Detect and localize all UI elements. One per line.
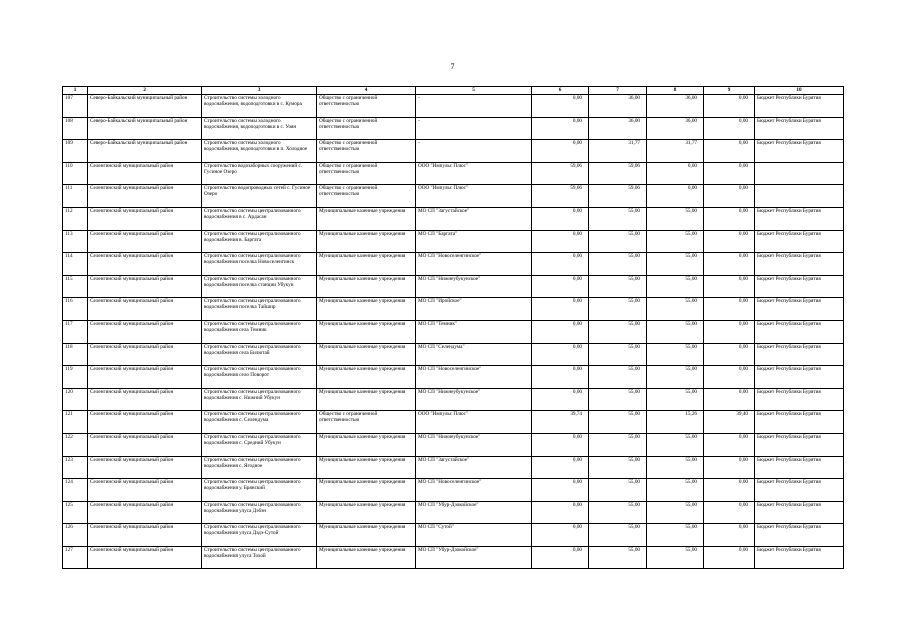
customer-cell: Общество с ограниченной ответственностью — [317, 185, 416, 208]
value-cell-7: 55,00 — [589, 479, 647, 502]
operator-cell: МО СП "Новоселенгинское" — [416, 253, 532, 276]
value-cell-7: 55,00 — [589, 207, 647, 230]
funding-source-cell: Бюджет Республики Бурятия — [755, 230, 844, 253]
value-cell-9: 0,00 — [704, 320, 755, 343]
project-cell: Строительство водозаборных сооружений с. Гусиное Озеро — [202, 162, 317, 185]
funding-source-cell: Бюджет Республики Бурятия — [755, 320, 844, 343]
district-cell: Селенгинский муниципальный район — [88, 546, 202, 569]
row-number-cell: 109 — [63, 140, 88, 163]
header-cell: 2 — [88, 87, 202, 95]
district-cell: Северо-Байкальский муниципальный район — [88, 117, 202, 140]
value-cell-8: 55,00 — [647, 298, 704, 321]
value-cell-8: 36,00 — [647, 117, 704, 140]
customer-cell: Общество с ограниченной ответственностью — [317, 140, 416, 163]
value-cell-6: 59,06 — [532, 162, 589, 185]
operator-cell: МО СП "Нижнеубукунское" — [416, 433, 532, 456]
row-number-cell: 123 — [63, 456, 88, 479]
operator-cell: - — [416, 117, 532, 140]
value-cell-8: 55,00 — [647, 320, 704, 343]
value-cell-8: 36,00 — [647, 95, 704, 118]
customer-cell: Муниципальные казенные учреждения — [317, 298, 416, 321]
value-cell-9: 0,00 — [704, 117, 755, 140]
header-cell: 10 — [755, 87, 844, 95]
district-cell: Селенгинский муниципальный район — [88, 456, 202, 479]
value-cell-7: 59,06 — [589, 162, 647, 185]
customer-cell: Муниципальные казенные учреждения — [317, 343, 416, 366]
value-cell-8: 15,26 — [647, 411, 704, 434]
customer-cell: Общество с ограниченной ответственностью — [317, 162, 416, 185]
operator-cell: ООО "Импульс Плюс" — [416, 411, 532, 434]
operator-cell: ООО "Импульс Плюс" — [416, 162, 532, 185]
value-cell-6: 0,00 — [532, 433, 589, 456]
operator-cell: МО СП "Темник" — [416, 320, 532, 343]
district-cell: Селенгинский муниципальный район — [88, 298, 202, 321]
row-number-cell: 114 — [63, 253, 88, 276]
operator-cell: МО СП "Селендума" — [416, 343, 532, 366]
customer-cell: Общество с ограниченной ответственностью — [317, 95, 416, 118]
table-row — [63, 501, 844, 524]
value-cell-7: 55,00 — [589, 253, 647, 276]
project-cell: Строительство системы холодного водоснабжения, водоподготовки в с. Кумора — [202, 95, 317, 118]
operator-cell: МО СП "Нижнеубукунское" — [416, 275, 532, 298]
project-cell: Строительство системы централизованного водоснабжения улуса Дэбэн — [202, 501, 317, 524]
project-cell: Строительство системы холодного водоснабжения, водоподготовки в с. Уоян — [202, 117, 317, 140]
value-cell-6: 0,00 — [532, 320, 589, 343]
district-cell: Селенгинский муниципальный район — [88, 343, 202, 366]
value-cell-9: 0,00 — [704, 162, 755, 185]
row-number-cell: 116 — [63, 298, 88, 321]
value-cell-9: 0,00 — [704, 456, 755, 479]
value-cell-9: 0,00 — [704, 546, 755, 569]
funding-source-cell: Бюджет Республики Бурятия — [755, 140, 844, 163]
row-number-cell: 121 — [63, 411, 88, 434]
value-cell-9: 0,00 — [704, 479, 755, 502]
funding-source-cell: Бюджет Республики Бурятия — [755, 117, 844, 140]
value-cell-7: 55,00 — [589, 343, 647, 366]
table-row — [63, 546, 844, 569]
value-cell-6: 0,00 — [532, 343, 589, 366]
project-cell: Строительство системы централизованного водоснабжения с. Селендума — [202, 411, 317, 434]
value-cell-8: 55,00 — [647, 230, 704, 253]
district-cell: Селенгинский муниципальный район — [88, 433, 202, 456]
project-cell: Строительство системы холодного водоснабжения, водоподготовки в п. Холодное — [202, 140, 317, 163]
table-row — [63, 95, 844, 118]
value-cell-9: 0,00 — [704, 95, 755, 118]
row-number-cell: 115 — [63, 275, 88, 298]
row-number-cell: 122 — [63, 433, 88, 456]
district-cell: Селенгинский муниципальный район — [88, 207, 202, 230]
district-cell: Селенгинский муниципальный район — [88, 524, 202, 547]
funding-source-cell: Бюджет Республики Бурятия — [755, 546, 844, 569]
customer-cell: Общество с ограниченной ответственностью — [317, 117, 416, 140]
customer-cell: Муниципальные казенные учреждения — [317, 479, 416, 502]
operator-cell: МО СП "Сутой" — [416, 524, 532, 547]
value-cell-7: 31,77 — [589, 140, 647, 163]
project-cell: Строительство системы централизованного водоснабжения у. Брянский — [202, 479, 317, 502]
district-cell: Селенгинский муниципальный район — [88, 320, 202, 343]
district-cell: Селенгинский муниципальный район — [88, 185, 202, 208]
customer-cell: Муниципальные казенные учреждения — [317, 366, 416, 389]
row-number-cell: 108 — [63, 117, 88, 140]
project-cell: Строительство системы централизованного водоснабжения с. Ягодное — [202, 456, 317, 479]
value-cell-9: 0,00 — [704, 230, 755, 253]
project-cell: Строительство водопроводных сетей с. Гусиное Озеро — [202, 185, 317, 208]
funding-source-cell: Бюджет Республики Бурятия — [755, 479, 844, 502]
value-cell-6: 0,00 — [532, 456, 589, 479]
value-cell-8: 55,00 — [647, 343, 704, 366]
table-row — [63, 524, 844, 547]
funding-source-cell: Бюджет Республики Бурятия — [755, 411, 844, 434]
value-cell-6: 0,00 — [532, 207, 589, 230]
value-cell-6: 0,00 — [532, 501, 589, 524]
value-cell-7: 55,00 — [589, 275, 647, 298]
value-cell-7: 55,00 — [589, 320, 647, 343]
value-cell-9: 0,00 — [704, 343, 755, 366]
project-cell: Строительство системы централизованного водоснабжения в. Баргата — [202, 230, 317, 253]
value-cell-6: 0,00 — [532, 95, 589, 118]
value-cell-7: 36,00 — [589, 95, 647, 118]
funding-source-cell: Бюджет Республики Бурятия — [755, 501, 844, 524]
district-cell: Селенгинский муниципальный район — [88, 230, 202, 253]
project-cell: Строительство системы централизованного водоснабжения улуса Дэдэ-Сутой — [202, 524, 317, 547]
project-cell: Строительство системы централизованного водоснабжения поселка Новоселенгинск — [202, 253, 317, 276]
header-cell: 3 — [202, 87, 317, 95]
funding-source-cell: Бюджет Республики Бурятия — [755, 275, 844, 298]
customer-cell: Муниципальные казенные учреждения — [317, 501, 416, 524]
project-cell: Строительство системы централизованного водоснабжения села Темник — [202, 320, 317, 343]
table-row — [63, 320, 844, 343]
value-cell-8: 55,00 — [647, 479, 704, 502]
value-cell-7: 55,00 — [589, 501, 647, 524]
value-cell-9: 0,00 — [704, 524, 755, 547]
value-cell-8: 31,77 — [647, 140, 704, 163]
value-cell-8: 55,00 — [647, 207, 704, 230]
district-cell: Селенгинский муниципальный район — [88, 253, 202, 276]
district-cell: Селенгинский муниципальный район — [88, 411, 202, 434]
funding-source-cell: Бюджет Республики Бурятия — [755, 366, 844, 389]
value-cell-7: 55,00 — [589, 456, 647, 479]
customer-cell: Муниципальные казенные учреждения — [317, 275, 416, 298]
value-cell-8: 55,00 — [647, 524, 704, 547]
table-row — [63, 230, 844, 253]
value-cell-7: 55,00 — [589, 366, 647, 389]
value-cell-7: 55,00 — [589, 298, 647, 321]
value-cell-6: 0,00 — [532, 546, 589, 569]
table-row — [63, 185, 844, 208]
district-cell: Селенгинский муниципальный район — [88, 162, 202, 185]
district-cell: Селенгинский муниципальный район — [88, 501, 202, 524]
value-cell-8: 55,00 — [647, 366, 704, 389]
operator-cell: ООО "Импульс Плюс" — [416, 185, 532, 208]
project-cell: Строительство системы централизованного водоснабжения улуса Тохой — [202, 546, 317, 569]
table-row — [63, 456, 844, 479]
operator-cell: МО СП "Баргата" — [416, 230, 532, 253]
header-cell: 4 — [317, 87, 416, 95]
row-number-cell: 126 — [63, 524, 88, 547]
customer-cell: Муниципальные казенные учреждения — [317, 320, 416, 343]
funding-source-cell: Бюджет Республики Бурятия — [755, 207, 844, 230]
value-cell-7: 55,00 — [589, 433, 647, 456]
operator-cell: МО СП "Загустайское" — [416, 207, 532, 230]
project-cell: Строительство системы централизованного водоснабжения поселка станции Убукун — [202, 275, 317, 298]
table-row — [63, 207, 844, 230]
value-cell-8: 55,00 — [647, 501, 704, 524]
customer-cell: Муниципальные казенные учреждения — [317, 388, 416, 411]
customer-cell: Муниципальные казенные учреждения — [317, 230, 416, 253]
funding-source-cell — [755, 162, 844, 185]
header-row — [63, 87, 844, 95]
operator-cell: МО СП "Убур-Дзокойское" — [416, 546, 532, 569]
value-cell-7: 55,00 — [589, 411, 647, 434]
value-cell-9: 0,00 — [704, 433, 755, 456]
operator-cell: - — [416, 95, 532, 118]
funding-source-cell: Бюджет Республики Бурятия — [755, 95, 844, 118]
value-cell-6: 39,74 — [532, 411, 589, 434]
value-cell-7: 55,00 — [589, 388, 647, 411]
operator-cell: МО СП "Новоселенгинское" — [416, 479, 532, 502]
funding-source-cell: Бюджет Республики Бурятия — [755, 388, 844, 411]
value-cell-7: 59,06 — [589, 185, 647, 208]
header-cell: 8 — [647, 87, 704, 95]
funding-source-cell: Бюджет Республики Бурятия — [755, 524, 844, 547]
project-cell: Строительство системы централизованного водоснабжения с. Нижний Убукун — [202, 388, 317, 411]
value-cell-8: 55,00 — [647, 456, 704, 479]
row-number-cell: 113 — [63, 230, 88, 253]
customer-cell: Муниципальные казенные учреждения — [317, 253, 416, 276]
customer-cell: Муниципальные казенные учреждения — [317, 546, 416, 569]
customer-cell: Муниципальные казенные учреждения — [317, 207, 416, 230]
value-cell-9: 0,00 — [704, 298, 755, 321]
header-cell: 9 — [704, 87, 755, 95]
value-cell-9: 39,40 — [704, 411, 755, 434]
table-row — [63, 366, 844, 389]
value-cell-9: 0,00 — [704, 275, 755, 298]
value-cell-9: 0,00 — [704, 185, 755, 208]
value-cell-8: 0,00 — [647, 162, 704, 185]
value-cell-6: 0,00 — [532, 524, 589, 547]
table-row — [63, 343, 844, 366]
table-row — [63, 162, 844, 185]
funding-source-cell: Бюджет Республики Бурятия — [755, 456, 844, 479]
value-cell-8: 0,00 — [647, 185, 704, 208]
value-cell-9: 0,00 — [704, 388, 755, 411]
row-number-cell: 110 — [63, 162, 88, 185]
operator-cell: МО СП "Новоселенгинское" — [416, 366, 532, 389]
operator-cell: МО СП "Нижнеубукунское" — [416, 388, 532, 411]
project-cell: Строительство системы централизованного водоснабжения поселка Тайшир — [202, 298, 317, 321]
header-cell: 1 — [63, 87, 88, 95]
value-cell-8: 55,00 — [647, 433, 704, 456]
row-number-cell: 127 — [63, 546, 88, 569]
row-number-cell: 125 — [63, 501, 88, 524]
value-cell-6: 0,00 — [532, 388, 589, 411]
table-row — [63, 253, 844, 276]
row-number-cell: 111 — [63, 185, 88, 208]
header-cell: 7 — [589, 87, 647, 95]
funding-source-cell: Бюджет Республики Бурятия — [755, 343, 844, 366]
table-row — [63, 117, 844, 140]
project-cell: Строительство системы централизованного водоснабжения с. Средний Убукун — [202, 433, 317, 456]
value-cell-9: 0,00 — [704, 253, 755, 276]
row-number-cell: 107 — [63, 95, 88, 118]
value-cell-6: 59,06 — [532, 185, 589, 208]
row-number-cell: 120 — [63, 388, 88, 411]
value-cell-8: 55,00 — [647, 546, 704, 569]
district-cell: Селенгинский муниципальный район — [88, 275, 202, 298]
operator-cell: МО СП "Иройское" — [416, 298, 532, 321]
table-row — [63, 275, 844, 298]
row-number-cell: 119 — [63, 366, 88, 389]
value-cell-6: 0,00 — [532, 275, 589, 298]
value-cell-6: 0,00 — [532, 366, 589, 389]
district-cell: Селенгинский муниципальный район — [88, 479, 202, 502]
customer-cell: Муниципальные казенные учреждения — [317, 524, 416, 547]
value-cell-9: 0,00 — [704, 140, 755, 163]
table-row — [63, 433, 844, 456]
customer-cell: Общество с ограниченной ответственностью — [317, 411, 416, 434]
funding-source-cell: Бюджет Республики Бурятия — [755, 253, 844, 276]
table-row — [63, 411, 844, 434]
value-cell-6: 0,00 — [532, 140, 589, 163]
value-cell-9: 0,00 — [704, 207, 755, 230]
value-cell-7: 55,00 — [589, 230, 647, 253]
district-cell: Северо-Байкальский муниципальный район — [88, 140, 202, 163]
value-cell-8: 55,00 — [647, 388, 704, 411]
value-cell-6: 0,00 — [532, 479, 589, 502]
table-row — [63, 388, 844, 411]
header-cell: 6 — [532, 87, 589, 95]
value-cell-7: 36,00 — [589, 117, 647, 140]
row-number-cell: 124 — [63, 479, 88, 502]
district-cell: Селенгинский муниципальный район — [88, 366, 202, 389]
page-number: 7 — [450, 62, 455, 71]
operator-cell: МО СП "Загустайское" — [416, 456, 532, 479]
row-number-cell: 117 — [63, 320, 88, 343]
district-cell: Селенгинский муниципальный район — [88, 388, 202, 411]
value-cell-9: 0,00 — [704, 366, 755, 389]
value-cell-6: 0,00 — [532, 117, 589, 140]
value-cell-8: 55,00 — [647, 253, 704, 276]
operator-cell: - — [416, 140, 532, 163]
district-cell: Северо-Байкальский муниципальный район — [88, 95, 202, 118]
value-cell-9: 0,00 — [704, 501, 755, 524]
row-number-cell: 112 — [63, 207, 88, 230]
funding-source-cell — [755, 185, 844, 208]
funding-source-cell: Бюджет Республики Бурятия — [755, 433, 844, 456]
table-row — [63, 479, 844, 502]
project-cell: Строительство системы централизованного водоснабжения в с. Ардасан — [202, 207, 317, 230]
value-cell-6: 0,00 — [532, 298, 589, 321]
value-cell-7: 55,00 — [589, 524, 647, 547]
table-row — [63, 298, 844, 321]
table-row — [63, 140, 844, 163]
value-cell-6: 0,00 — [532, 253, 589, 276]
header-cell: 5 — [416, 87, 532, 95]
value-cell-8: 55,00 — [647, 275, 704, 298]
data-table — [62, 86, 844, 569]
customer-cell: Муниципальные казенные учреждения — [317, 433, 416, 456]
row-number-cell: 118 — [63, 343, 88, 366]
funding-source-cell: Бюджет Республики Бурятия — [755, 298, 844, 321]
value-cell-7: 55,00 — [589, 546, 647, 569]
operator-cell: МО СП "Убур-Дзокойское" — [416, 501, 532, 524]
value-cell-6: 0,00 — [532, 230, 589, 253]
customer-cell: Муниципальные казенные учреждения — [317, 456, 416, 479]
project-cell: Строительство системы централизованного водоснабжения села Билютай — [202, 343, 317, 366]
project-cell: Строительство системы централизованного водоснабжения село Поворот — [202, 366, 317, 389]
